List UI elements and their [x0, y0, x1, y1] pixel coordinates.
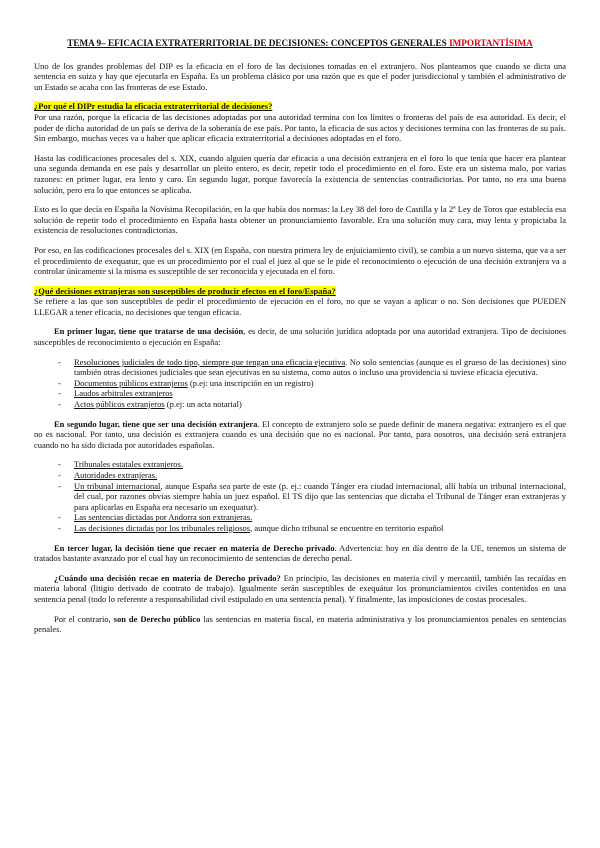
- private-law-paragraph: ¿Cuándo una decisión recae en materia de Derecho privado? En principio, las decisiones en materia civil y mercantil, también las recaídas en materia laboral (litigio derivado de contrato de trabajo). Igualmente serán susceptibles de exequátur los pronunciamientos civiles contenidos en una sentencia penal (todo lo referente a responsabilidad civil estipulado en una sentencia penal). Y finalmente, las imposiciones de costas procesales.: [34, 572, 567, 604]
- intro-paragraph: Uno de los grandes problemas del DIP es la eficacia en el foro de las decisiones tomadas en el extranjero. Nos planteamos que cuando se dicta una sentencia en suiza y hay que ejecutarla en España. Es un problema clásico por una razón que es que el poder jurisdiccional y también el administrativo de un Estado se acaba con las fronteras de ese Estado.: [34, 60, 566, 92]
- foreign-authorities-list: [34, 459, 566, 533]
- second-requirement: En segundo lugar, tiene que ser una decisión extranjera. El concepto de extranjero solo se puede definir de manera negativa: extranjero es el que no es nacional. Por tanto, una decisión es extranjera cuando es una decisión que no es nacional. Por tanto, para nosotros, una decisión será extranjera cuando no ha sido dictada por autoridades españolas.: [34, 418, 566, 450]
- page-title: [34, 38, 566, 49]
- third-requirement: En tercer lugar, la decisión tiene que recaer en materia de Derecho privado. Advertencia: hoy en día dentro de la UE, tenemos un sistema de tratados bastante avanzado por el cual hay un reconocimiento de sentencias de derecho penal.: [34, 542, 566, 564]
- section1-paragraph-2: Hasta las codificaciones procesales del s. XIX, cuando alguien quería dar eficacia a una decisión extranjera en el foro lo que tenía que hacer era plantear una segunda demanda en ese país y desarrollar un pleito entero, es decir, repetir todo el procedimiento en el foro. Este era un sistema malo, por varias razones: en primer lugar, era lento y caro. En segundo lugar, porque favorecía la existencia de sentencias contradictorias. Por tanto, no era una buena solución, pero era lo que entonces se aplicaba.: [34, 152, 566, 195]
- list-item: - Laudos arbitrales extranjeros: [34, 388, 566, 399]
- section1-paragraph-1: Por una razón, porque la eficacia de las decisiones adoptadas por una autoridad termina con los límites o fronteras del país de esa autoridad. Es decir, el poder de dicha autoridad de un país se deriva de la soberanía de ese país. Por tanto, la eficacia de sus actos y decisiones termina con las fronteras de su país. Sin embargo, muchas veces va a haber que aplicar eficacia extraterritorial a decisiones adoptadas en el foro.: [34, 111, 566, 144]
- list-item: - Las decisiones dictadas por los tribunales religiosos, aunque dicho tribunal se encuentre en territorio español: [34, 523, 566, 534]
- section1-paragraph-3: Esto es lo que decía en España la Novísima Recopilación, en la que había dos normas: la Ley 38 del foro de Castilla y la 2ª Ley de Toros que establecía esa solución de repetir todo el procedimiento en España hasta obtener un pronunciamiento favorable. Era una solución muy cara, muy lenta y propiciaba la existencia de resoluciones contradictorias.: [34, 204, 566, 236]
- section1-question: ¿Por qué el DIPr estudia la eficacia extraterritorial de decisiones?: [34, 101, 273, 112]
- public-law-paragraph: Por el contrario, son de Derecho público las sentencias en materia fiscal, en materia administrativa y los pronunciamientos penales en sentencias penales.: [34, 613, 566, 635]
- title-highlight: IMPORTANTÍSIMA: [449, 38, 533, 48]
- title-main: TEMA 9– EFICACIA EXTRATERRITORIAL DE DECISIONES: CONCEPTOS GENERALES: [67, 38, 450, 48]
- list-item: - Autoridades extranjeras.: [34, 470, 566, 481]
- list-item: - Tribunales estatales extranjeros.: [34, 459, 566, 470]
- list-item: - Documentos públicos extranjeros (p.ej: una inscripción en un registro): [34, 378, 566, 389]
- section2-question: ¿Qué decisiones extranjeras son susceptibles de producir efectos en el foro/España?: [34, 285, 336, 296]
- list-item: - Actos públicos extranjeros (p.ej: un acta notarial): [34, 399, 566, 410]
- list-item: - Las sentencias dictadas por Andorra son extranjeras.: [34, 512, 566, 523]
- list-item: - Resoluciones judiciales de todo tipo, siempre que tengan una eficacia ejecutiva. No solo sentencias (aunque es el grueso de las decisiones) sino también otras decisiones judiciales que sean ejecutivas en su sistema, como autos o incluso una providencia si tuviese eficacia ejecutiva.: [34, 357, 566, 378]
- list-item: - Un tribunal internacional, aunque España sea parte de este (p. ej.: cuando Tánger era ciudad internacional, allí había un tribunal internacional, del cual, por razones obvias siempre había un juez español. El TS dijo que las sentencias que dictaba el Tribunal de Tánger eran extranjeras y para aplicarlas en España era necesario un exequatur).: [34, 481, 566, 513]
- section1-paragraph-4: Por eso, en las codificaciones procesales del s. XIX (en España, con nuestra primera ley de enjuiciamiento civil), se cambia a un nuevo sistema, que va a ser el procedimiento de exequatur, que es un procedimiento por el cual el juez al que se le pide el reconocimiento o ejecución de una decisión extranjera va a controlar únicamente si la misma es susceptible de ser reconocida y ejecutada en el foro.: [34, 244, 566, 277]
- section2-paragraph-1: Se refiere a las que son susceptibles de pedir el procedimiento de ejecución en el foro, no que se vayan a aplicar o no. Son decisiones que PUEDEN LLEGAR a tener eficacia, no decisiones que tengan eficacia.: [34, 296, 566, 317]
- first-requirement: En primer lugar, tiene que tratarse de una decisión, es decir, de una solución jurídica adoptada por una autoridad extranjera. Tipo de decisiones susceptibles de reconocimiento o ejecución en España:: [34, 326, 566, 348]
- decision-types-list: [34, 357, 566, 410]
